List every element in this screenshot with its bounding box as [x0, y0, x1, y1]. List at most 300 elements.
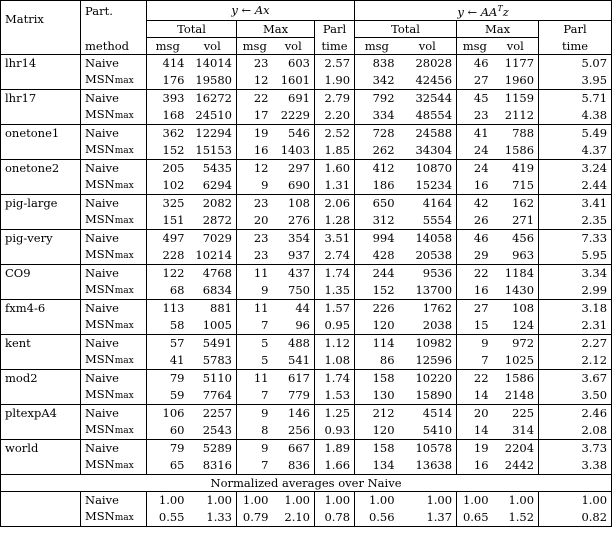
method-msn-label: MSN	[85, 141, 115, 156]
naive-cell-2: 5	[237, 334, 273, 351]
naive-cell-2: 9	[237, 404, 273, 421]
norm-naive-cell-5: 1.00	[355, 491, 399, 508]
naive-cell-3: 146	[273, 404, 315, 421]
naive-cell-2: 12	[237, 159, 273, 176]
naive-cell-7: 45	[457, 89, 493, 106]
msn-cell-3: 96	[295, 317, 310, 332]
naive-cell-2: 23	[237, 229, 273, 246]
msn-cell-7: 16	[457, 456, 493, 475]
naive-cell-7: 22	[457, 264, 493, 281]
matrix-name: pltexpA4	[1, 404, 81, 421]
header-aat-end: z	[502, 4, 509, 19]
msn-cell-2: 9	[237, 176, 273, 195]
msn-cell-0: 228	[147, 246, 189, 265]
naive-cell-8: 1177	[504, 55, 535, 70]
matrix-name-spacer	[1, 386, 81, 405]
table-row	[1, 456, 612, 475]
msn-cell-1: 1005	[202, 317, 232, 332]
msn-cell-3: 690	[288, 177, 310, 192]
method-naive: Naive	[81, 54, 147, 71]
naive-cell-1: 12294	[189, 124, 237, 141]
naive-cell-1: 2257	[189, 404, 237, 421]
matrix-name-spacer	[1, 176, 81, 195]
method-naive: Naive	[81, 159, 147, 176]
method-msn-label: MSN	[85, 456, 115, 471]
header-aat-max-msg: msg	[457, 37, 493, 54]
msn-cell-6: 42456	[415, 72, 453, 87]
table-row	[1, 159, 612, 176]
naive-cell-3: 354	[273, 229, 315, 246]
naive-cell-5: 994	[355, 229, 399, 246]
header-aat-total-msg: msg	[355, 37, 399, 54]
header-ax-total: Total	[147, 20, 237, 37]
method-msnmax	[81, 386, 147, 405]
naive-cell-6: 32544	[399, 89, 457, 106]
msn-cell-9: 2.31	[539, 316, 612, 335]
naive-cell-8: 788	[493, 124, 539, 141]
method-naive: Naive	[81, 491, 147, 508]
method-msnmax	[81, 508, 147, 527]
method-msnmax	[81, 281, 147, 300]
naive-cell-5: 212	[355, 404, 399, 421]
matrix-name-spacer	[1, 281, 81, 300]
naive-cell-1: 5289	[189, 439, 237, 456]
method-msnmax	[81, 421, 147, 440]
msn-cell-2: 5	[237, 351, 273, 370]
norm-msn-cell-9: 0.82	[539, 508, 612, 527]
header-aat-time: time	[539, 37, 612, 54]
msn-cell-7: 14	[457, 421, 493, 440]
msn-cell-2: 7	[237, 456, 273, 475]
msn-cell-2: 17	[237, 106, 273, 125]
naive-cell-8: 1184	[493, 264, 539, 281]
msn-cell-8: 1586	[504, 142, 535, 157]
naive-cell-9: 3.67	[539, 369, 612, 386]
table-row	[1, 246, 612, 265]
method-msn-subscript: max	[114, 75, 134, 86]
matrix-name-spacer	[1, 351, 81, 370]
msn-cell-3: 1403	[280, 142, 310, 157]
method-msn-label: MSN	[85, 176, 115, 191]
header-matrix-spacer	[1, 37, 81, 54]
table-row	[1, 141, 612, 160]
header-aat-title: y ← AA	[457, 4, 498, 19]
matrix-name-spacer	[1, 456, 81, 475]
naive-cell-6: 4514	[399, 404, 457, 421]
matrix-name: onetone1	[1, 124, 81, 141]
msn-cell-5: 262	[355, 141, 399, 160]
msn-cell-9: 5.95	[539, 246, 612, 265]
method-msn-subscript: max	[114, 512, 134, 523]
method-msn-subscript: max	[114, 285, 134, 296]
naive-cell-9: 3.18	[539, 299, 612, 316]
msn-cell-7: 16	[457, 281, 493, 300]
naive-cell-9: 7.33	[539, 229, 612, 246]
msn-cell-5: 186	[355, 176, 399, 195]
msn-cell-3: 1601	[280, 72, 310, 87]
naive-cell-3: 437	[273, 264, 315, 281]
naive-cell-7: 19	[457, 439, 493, 456]
naive-cell-1: 16272	[189, 89, 237, 106]
naive-cell-0: 122	[147, 264, 189, 281]
matrix-name-spacer	[1, 141, 81, 160]
method-msnmax	[81, 106, 147, 125]
naive-cell-4: 1.60	[315, 159, 355, 176]
naive-cell-7: 41	[457, 124, 493, 141]
msn-cell-1: 10214	[195, 247, 232, 262]
msn-cell-7: 24	[457, 141, 493, 160]
naive-cell-2: 19	[237, 124, 273, 141]
naive-cell-4: 2.06	[315, 194, 355, 211]
msn-cell-8: 124	[512, 317, 535, 332]
msn-cell-2: 16	[237, 141, 273, 160]
naive-cell-3: 44	[273, 299, 315, 316]
naive-cell-2: 11	[237, 264, 273, 281]
msn-cell-7: 27	[457, 71, 493, 90]
naive-cell-5: 838	[355, 54, 399, 71]
msn-cell-6: 13700	[415, 282, 453, 297]
table-row	[1, 229, 612, 246]
naive-cell-6: 28028	[415, 55, 453, 70]
table-row	[1, 194, 612, 211]
naive-cell-5: 244	[355, 264, 399, 281]
naive-cell-8: 225	[493, 404, 539, 421]
norm-naive-cell-6: 1.00	[399, 491, 457, 508]
msn-cell-4: 1.31	[315, 176, 355, 195]
method-msn-subscript: max	[114, 110, 134, 121]
msn-cell-1: 2872	[202, 212, 232, 227]
naive-cell-0: 79	[147, 439, 189, 456]
msn-cell-4: 1.08	[315, 351, 355, 370]
norm-naive-cell-2: 1.00	[237, 491, 273, 508]
norm-msn-cell-0: 0.55	[147, 508, 189, 527]
msn-cell-7: 14	[457, 386, 493, 405]
msn-cell-5: 342	[355, 71, 399, 90]
method-naive: Naive	[81, 264, 147, 281]
method-msnmax	[81, 456, 147, 475]
header-ax	[147, 1, 355, 21]
table-row	[1, 176, 612, 195]
msn-cell-8: 1960	[504, 72, 535, 87]
method-msn-label: MSN	[85, 246, 115, 261]
matrix-name-spacer	[1, 106, 81, 125]
table-row	[1, 124, 612, 141]
naive-cell-0: 497	[147, 229, 189, 246]
method-naive: Naive	[81, 439, 147, 456]
naive-cell-5: 792	[355, 89, 399, 106]
naive-cell-4: 2.79	[315, 89, 355, 106]
msn-cell-1: 2543	[202, 422, 232, 437]
method-msn-subscript: max	[114, 355, 134, 366]
msn-cell-8: 2148	[504, 387, 535, 402]
naive-cell-0: 79	[147, 369, 189, 386]
normalized-row-naive	[1, 491, 612, 508]
norm-naive-cell-1: 1.00	[189, 491, 237, 508]
matrix-name-spacer	[1, 211, 81, 230]
msn-cell-9: 2.44	[539, 176, 612, 195]
header-ax-title: y ← Ax	[231, 3, 270, 18]
table-row	[1, 281, 612, 300]
naive-cell-6: 1762	[399, 299, 457, 316]
method-msnmax	[81, 211, 147, 230]
msn-cell-8: 2442	[504, 457, 535, 472]
naive-cell-9: 2.46	[539, 404, 612, 421]
method-msn-label: MSN	[85, 211, 115, 226]
matrix-name: pig-very	[1, 229, 81, 246]
msn-cell-4: 2.20	[315, 106, 355, 125]
method-msn-subscript: max	[114, 145, 134, 156]
table-row	[1, 299, 612, 316]
msn-cell-0: 68	[147, 281, 189, 300]
normalized-row-msn	[1, 508, 612, 527]
naive-cell-5: 226	[355, 299, 399, 316]
naive-cell-3: 691	[273, 89, 315, 106]
method-msnmax	[81, 141, 147, 160]
matrix-name: fxm4-6	[1, 299, 81, 316]
msn-cell-6: 15234	[415, 177, 453, 192]
method-msn-subscript: max	[114, 320, 134, 331]
msn-cell-2: 9	[237, 281, 273, 300]
table-row	[1, 369, 612, 386]
msn-cell-5: 130	[355, 386, 399, 405]
msn-cell-7: 7	[457, 351, 493, 370]
naive-cell-3: 603	[288, 55, 310, 70]
naive-cell-1: 5491	[189, 334, 237, 351]
header-matrix: Matrix	[1, 1, 81, 38]
method-msn-subscript: max	[114, 250, 134, 261]
msn-cell-0: 152	[147, 141, 189, 160]
header-aat-max-vol: vol	[493, 37, 539, 54]
msn-cell-7: 29	[457, 246, 493, 265]
naive-cell-3: 667	[273, 439, 315, 456]
msn-cell-0: 60	[147, 421, 189, 440]
msn-cell-4: 2.74	[315, 246, 355, 265]
method-msn-label: MSN	[85, 421, 115, 436]
msn-cell-6: 5554	[422, 212, 453, 227]
msn-cell-9: 2.12	[539, 351, 612, 370]
method-msnmax	[81, 351, 147, 370]
msn-cell-1: 7764	[202, 387, 232, 402]
matrix-name: lhr14	[1, 54, 81, 71]
header-ax-max-msg: msg	[237, 37, 273, 54]
method-naive: Naive	[81, 89, 147, 106]
naive-cell-2: 22	[237, 89, 273, 106]
method-msn-subscript: max	[114, 215, 134, 226]
table-row	[1, 54, 612, 71]
msn-cell-3: 750	[288, 282, 310, 297]
msn-cell-0: 151	[147, 211, 189, 230]
naive-cell-4: 2.57	[315, 54, 355, 71]
msn-cell-2: 7	[237, 386, 273, 405]
naive-cell-6: 10870	[399, 159, 457, 176]
msn-cell-1: 6834	[202, 282, 232, 297]
naive-cell-5: 114	[355, 334, 399, 351]
header-aat	[355, 1, 612, 21]
header-aat-total-vol: vol	[399, 37, 457, 54]
msn-cell-3: 2229	[280, 107, 310, 122]
table-row	[1, 386, 612, 405]
naive-cell-5: 158	[355, 369, 399, 386]
msn-cell-4: 1.85	[315, 141, 355, 160]
naive-cell-5: 158	[355, 439, 399, 456]
naive-cell-6: 4164	[399, 194, 457, 211]
normalized-spacer	[1, 508, 81, 527]
method-msnmax	[81, 71, 147, 90]
msn-cell-0: 59	[147, 386, 189, 405]
method-msn-label: MSN	[85, 106, 115, 121]
norm-msn-cell-3: 2.10	[273, 508, 315, 527]
naive-cell-8: 972	[493, 334, 539, 351]
msn-cell-0: 65	[147, 456, 189, 475]
table-row	[1, 334, 612, 351]
norm-msn-cell-7: 0.65	[457, 508, 493, 527]
table-row	[1, 316, 612, 335]
matrix-name: world	[1, 439, 81, 456]
matrix-name: kent	[1, 334, 81, 351]
msn-cell-4: 1.66	[315, 456, 355, 475]
norm-naive-cell-4: 1.00	[315, 491, 355, 508]
naive-cell-0: 205	[147, 159, 189, 176]
msn-cell-8: 314	[512, 422, 535, 437]
msn-cell-6: 34304	[415, 142, 453, 157]
table-row	[1, 71, 612, 90]
msn-cell-8: 963	[512, 247, 535, 262]
msn-cell-6: 5410	[422, 422, 453, 437]
naive-cell-8: 419	[493, 159, 539, 176]
naive-cell-5: 650	[355, 194, 399, 211]
naive-cell-2: 23	[237, 54, 273, 71]
method-msn-label: MSN	[85, 508, 115, 523]
msn-cell-9: 2.99	[539, 281, 612, 300]
msn-cell-6: 20538	[415, 247, 453, 262]
msn-cell-9: 3.95	[539, 71, 612, 90]
method-msn-subscript: max	[114, 425, 134, 436]
method-msn-label: MSN	[85, 71, 115, 86]
naive-cell-9: 3.41	[539, 194, 612, 211]
msn-cell-1: 8316	[202, 457, 232, 472]
naive-cell-5: 728	[355, 124, 399, 141]
naive-cell-7: 20	[457, 404, 493, 421]
naive-cell-1: 881	[189, 299, 237, 316]
naive-cell-4: 2.52	[315, 124, 355, 141]
msn-cell-0: 168	[147, 106, 189, 125]
naive-cell-6: 10578	[399, 439, 457, 456]
table-row	[1, 439, 612, 456]
msn-cell-0: 176	[147, 71, 189, 90]
naive-cell-3: 297	[273, 159, 315, 176]
results-body	[1, 54, 612, 526]
method-msn-label: MSN	[85, 351, 115, 366]
header-row-2	[1, 20, 612, 37]
msn-cell-9: 4.38	[539, 106, 612, 125]
msn-cell-6: 2038	[422, 317, 453, 332]
matrix-name: mod2	[1, 369, 81, 386]
naive-cell-7: 24	[457, 159, 493, 176]
msn-cell-3: 836	[288, 457, 310, 472]
method-naive: Naive	[81, 124, 147, 141]
method-msnmax	[81, 176, 147, 195]
msn-cell-6: 15890	[415, 387, 453, 402]
naive-cell-6: 9536	[399, 264, 457, 281]
naive-cell-8: 2204	[493, 439, 539, 456]
naive-cell-2: 11	[237, 299, 273, 316]
naive-cell-8: 456	[493, 229, 539, 246]
msn-cell-9: 3.38	[539, 456, 612, 475]
msn-cell-0: 102	[147, 176, 189, 195]
naive-cell-1: 5435	[189, 159, 237, 176]
naive-cell-4: 1.74	[315, 369, 355, 386]
naive-cell-3: 546	[273, 124, 315, 141]
msn-cell-1: 5783	[202, 352, 232, 367]
method-naive: Naive	[81, 194, 147, 211]
msn-cell-1: 15153	[195, 142, 232, 157]
norm-msn-cell-1: 1.33	[189, 508, 237, 527]
naive-cell-6: 14058	[399, 229, 457, 246]
naive-cell-5: 412	[355, 159, 399, 176]
method-naive: Naive	[81, 229, 147, 246]
naive-cell-9: 3.73	[539, 439, 612, 456]
msn-cell-6: 48554	[415, 107, 453, 122]
msn-cell-2: 12	[237, 71, 273, 90]
msn-cell-9: 2.35	[539, 211, 612, 230]
msn-cell-7: 23	[457, 106, 493, 125]
norm-naive-cell-8: 1.00	[493, 491, 539, 508]
naive-cell-9: 3.24	[539, 159, 612, 176]
naive-cell-3: 617	[273, 369, 315, 386]
msn-cell-3: 779	[288, 387, 310, 402]
msn-cell-8: 271	[512, 212, 535, 227]
msn-cell-6: 13638	[415, 457, 453, 472]
method-msnmax	[81, 246, 147, 265]
naive-cell-9: 5.07	[539, 54, 612, 71]
naive-cell-2: 11	[237, 369, 273, 386]
naive-cell-0: 113	[147, 299, 189, 316]
msn-cell-5: 334	[355, 106, 399, 125]
naive-cell-4: 1.12	[315, 334, 355, 351]
table-row	[1, 89, 612, 106]
matrix-name-spacer	[1, 421, 81, 440]
msn-cell-3: 541	[288, 352, 310, 367]
msn-cell-7: 15	[457, 316, 493, 335]
msn-cell-8: 715	[512, 177, 535, 192]
matrix-name: pig-large	[1, 194, 81, 211]
norm-msn-cell-5: 0.56	[355, 508, 399, 527]
naive-cell-3: 108	[273, 194, 315, 211]
msn-cell-5: 312	[355, 211, 399, 230]
msn-cell-4: 1.28	[315, 211, 355, 230]
table-row	[1, 106, 612, 125]
msn-cell-2: 8	[237, 421, 273, 440]
naive-cell-7: 22	[457, 369, 493, 386]
header-ax-parl: Parl	[315, 20, 355, 37]
norm-msn-cell-8: 1.52	[493, 508, 539, 527]
naive-cell-4: 1.74	[315, 264, 355, 281]
table-row	[1, 264, 612, 281]
header-aat-max: Max	[457, 20, 539, 37]
method-msn-label: MSN	[85, 386, 115, 401]
msn-cell-5: 134	[355, 456, 399, 475]
header-aat-parl: Parl	[539, 20, 612, 37]
method-msn-subscript: max	[114, 460, 134, 471]
method-msn-label: MSN	[85, 281, 115, 296]
method-naive: Naive	[81, 299, 147, 316]
msn-cell-5: 152	[355, 281, 399, 300]
naive-cell-0: 106	[147, 404, 189, 421]
norm-naive-cell-3: 1.00	[273, 491, 315, 508]
normalized-spacer	[1, 491, 81, 508]
matrix-name-spacer	[1, 246, 81, 265]
method-naive: Naive	[81, 334, 147, 351]
